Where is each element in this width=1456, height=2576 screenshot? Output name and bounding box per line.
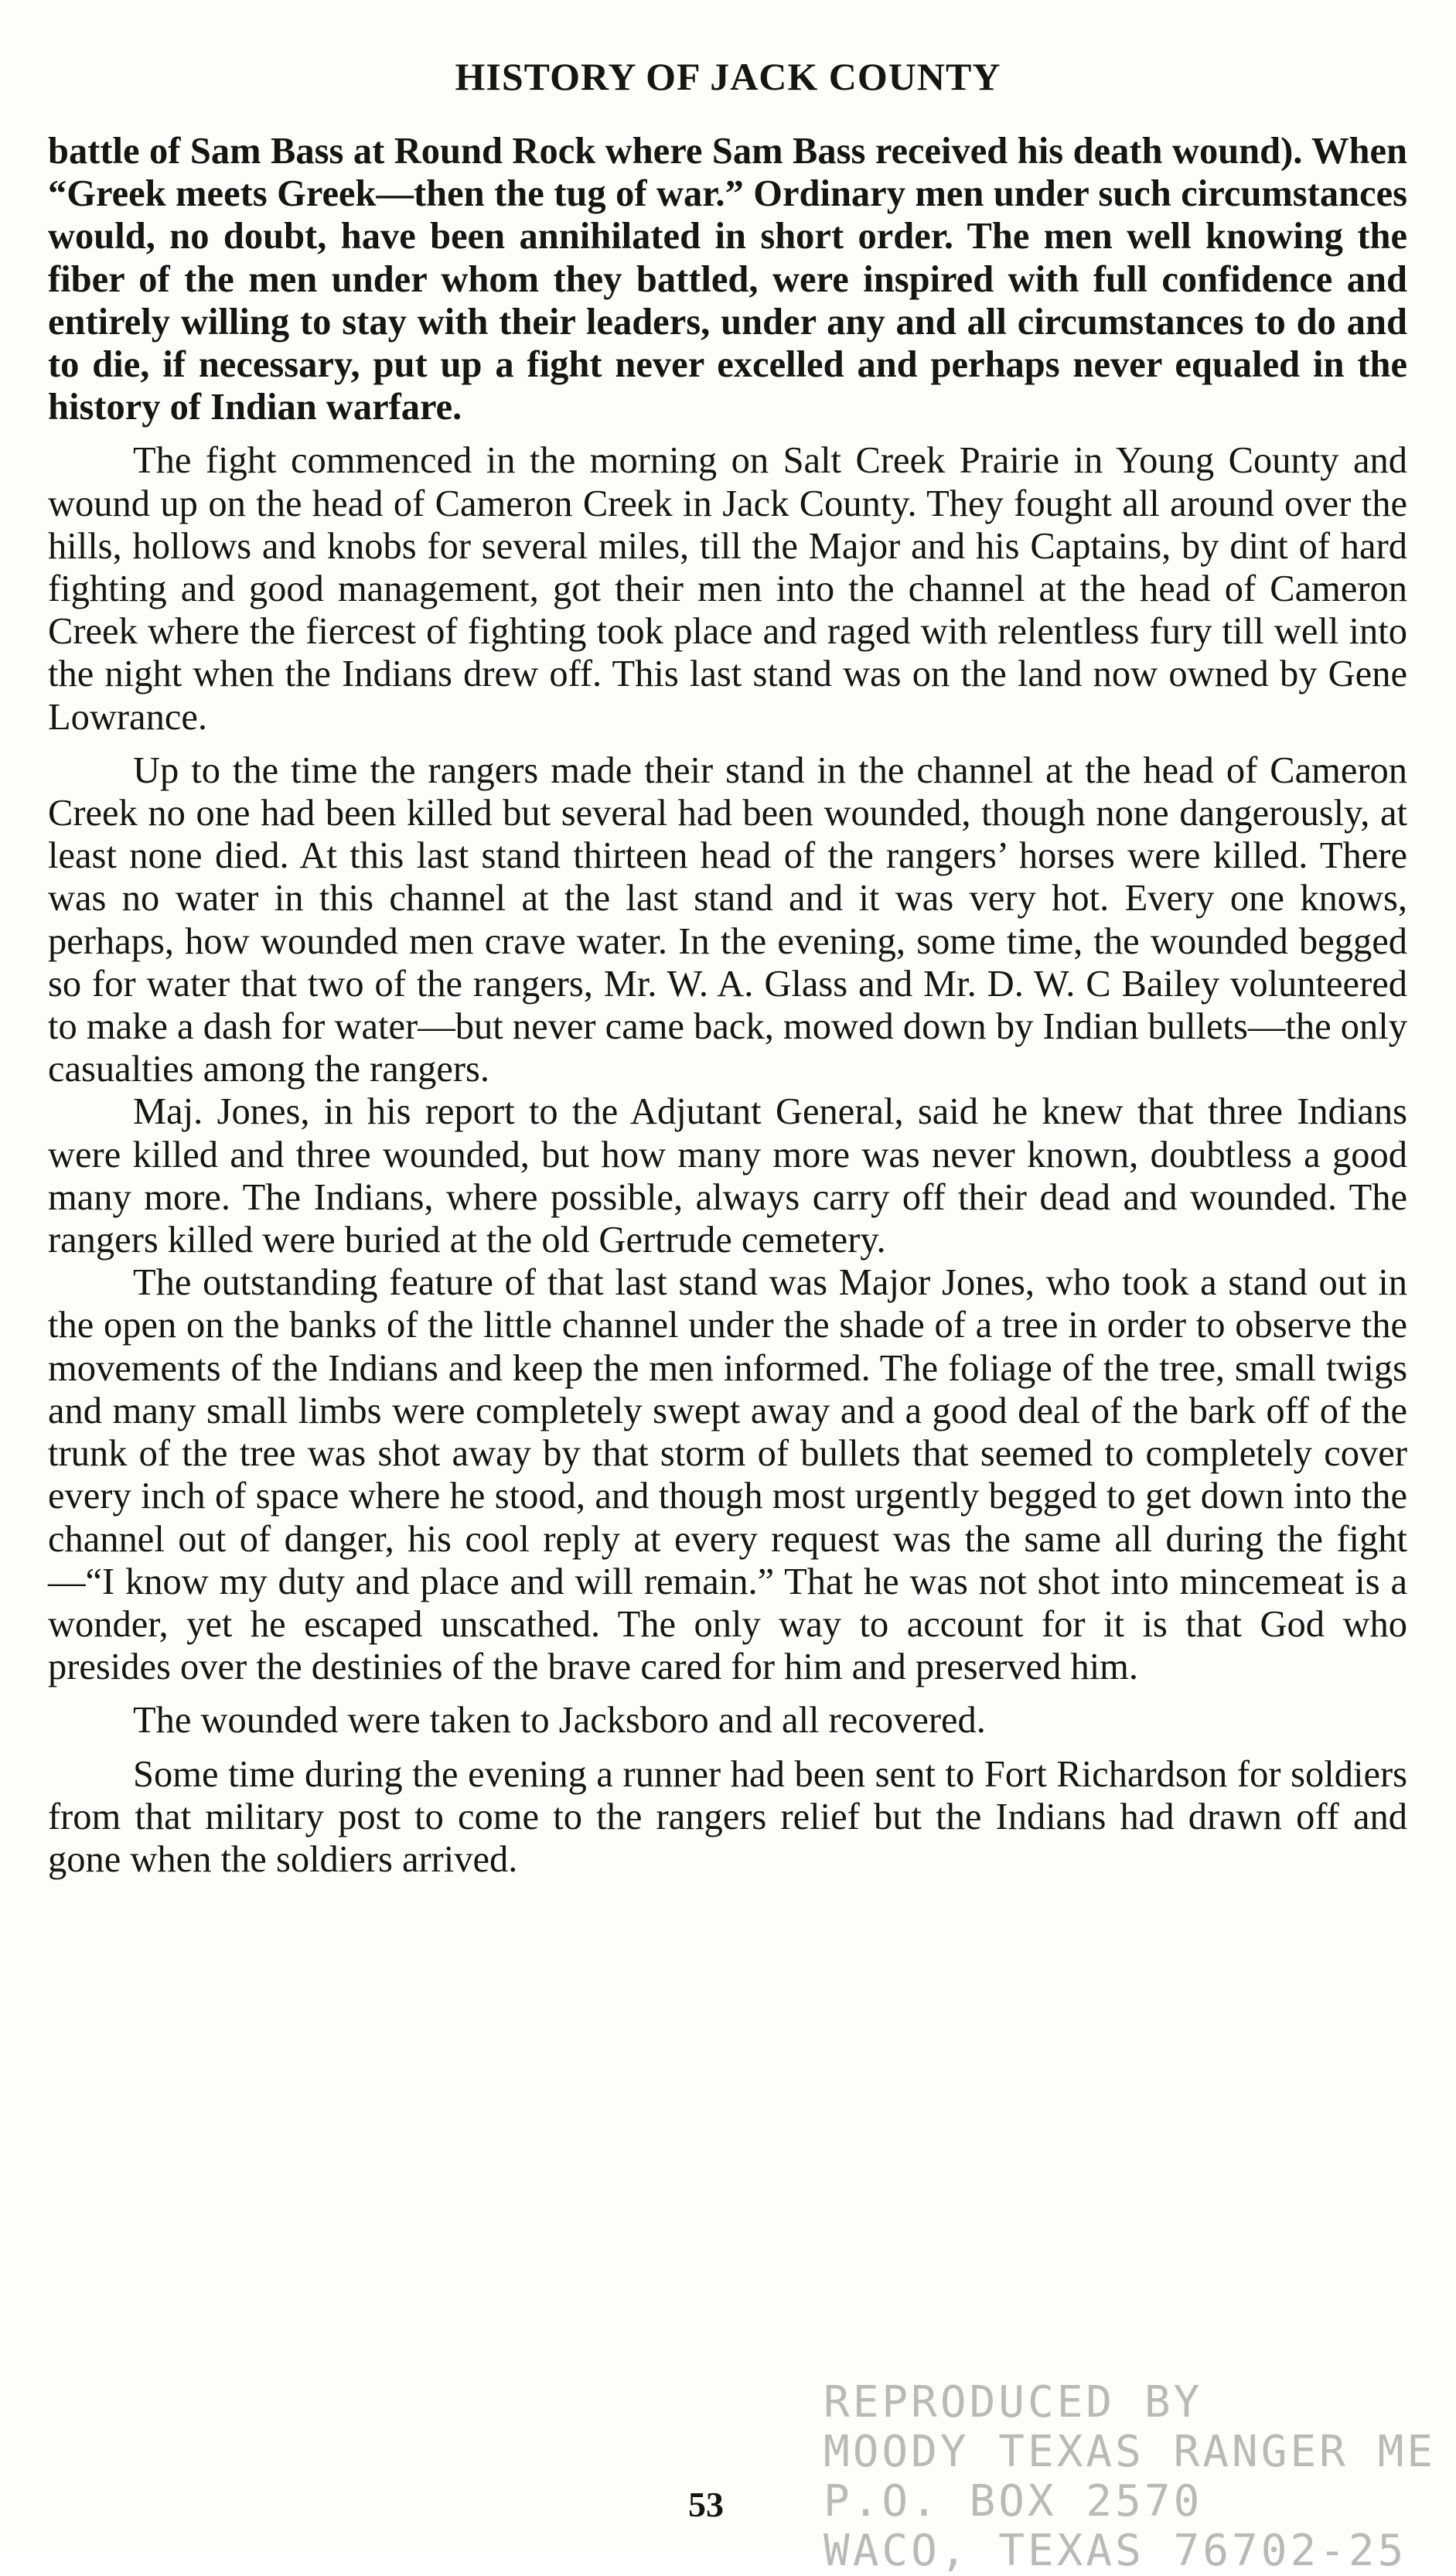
body-text <box>48 130 1407 1881</box>
paragraph: The outstanding feature of that last stand was Major Jones, who took a stand out in the open on the banks of the little channel under the shade of a tree in order to observe the movements of the Indians and keep the men informed. The foliage of the tree, small twigs and many small limbs were completely swept away and a good deal of the bark off of the trunk of the tree was shot away by that storm of bullets that seemed to completely cover every inch of space where he stood, and though most urgently begged to get down into the channel out of danger, his cool reply at every request was the same all during the fight—“I know my duty and place and will remain.” That he was not shot into mincemeat is a wonder, yet he escaped unscathed. The only way to account for it is that God who presides over the destinies of the brave cared for him and preserved him. <box>48 1262 1407 1688</box>
page-number: 53 <box>688 2485 724 2524</box>
stamp-line: MOODY TEXAS RANGER ME <box>823 2427 1437 2477</box>
paragraph: The wounded were taken to Jacksboro and all recovered. <box>133 1700 986 1742</box>
paragraph: The fight commenced in the morning on Salt Creek Prairie in Young County and wound up on the head of Cameron Creek in Jack County. They fought all around over the hills, hollows and knobs for several miles, till the Major and his Captains, by dint of hard fighting and good management, got their men into the channel at the head of Cameron Creek where the fiercest of fighting took place and raged with relentless fury till well into the night when the Indians drew off. This last stand was on the land now owned by Gene Lowrance. <box>48 440 1407 738</box>
running-title: HISTORY OF JACK COUNTY <box>455 55 1001 98</box>
reproduction-stamp <box>823 2378 1456 2576</box>
paragraph: Up to the time the rangers made their stand in the channel at the head of Cameron Creek no one had been killed but several had been wounded, though none dangerously, at least none died. At this last stand thirteen head of the rangers’ horses were killed. There was no water in this channel at the last stand and it was very hot. Every one knows, perhaps, how wounded men crave water. In the evening, some time, the wounded begged so for water that two of the rangers, Mr. W. A. Glass and Mr. D. W. C Bailey volunteered to make a dash for water—but never came back, mowed down by Indian bullets—the only casualties among the rangers. <box>48 749 1407 1090</box>
stamp-line: REPRODUCED BY <box>823 2378 1203 2428</box>
paragraph-continued: battle of Sam Bass at Round Rock where Sam Bass received his death wound). When “Greek meets Greek—then the tug of war.” Ordinary men under such circumstances would, no doubt, have been annihilated in short order. The men well knowing the fiber of the men under whom they battled, were inspired with full confidence and entirely willing to stay with their leaders, under any and all circumstances to do and to die, if necessary, put up a fight never excelled and perhaps never equaled in the history of Indian warfare. <box>48 131 1407 428</box>
paragraph: Some time during the evening a runner had been sent to Fort Richardson for soldiers from that military post to come to the rangers relief but the Indians had drawn off and gone when the soldiers arrived. <box>48 1753 1407 1880</box>
stamp-line: P.O. BOX 2570 <box>823 2476 1203 2527</box>
stamp-line: WACO, TEXAS 76702-25 <box>823 2526 1407 2576</box>
paragraph: Maj. Jones, in his report to the Adjutant General, said he knew that three Indians were killed and three wounded, but how many more was never known, doubtless a good many more. The Indians, where possible, always carry off their dead and wounded. The rangers killed were buried at the old Gertrude cemetery. <box>48 1091 1407 1261</box>
